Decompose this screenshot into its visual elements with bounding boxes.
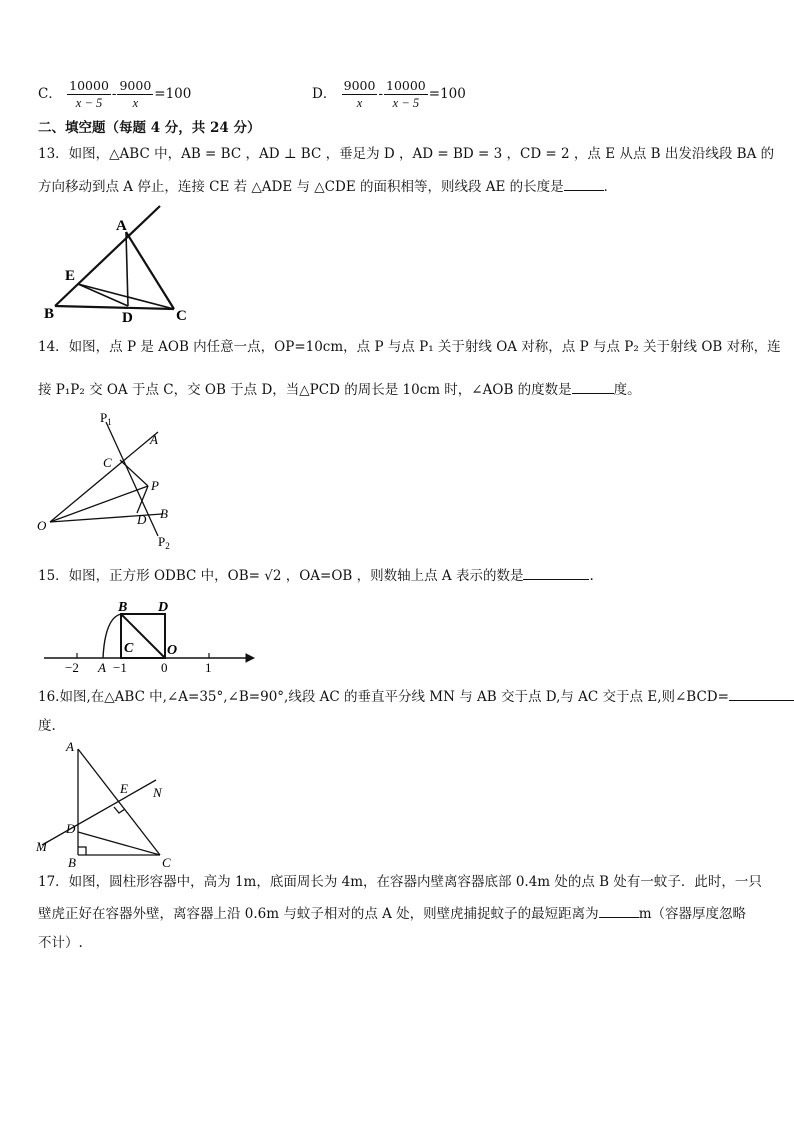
- option-d: [312, 78, 466, 111]
- option-d-f1-numerator: 9000: [343, 78, 376, 93]
- q14-label-b: B: [160, 506, 168, 521]
- option-d-f2-denominator: x − 5: [392, 96, 420, 110]
- option-c-f2-denominator: x: [132, 96, 139, 110]
- q14-line2-end: 度。: [613, 382, 641, 398]
- q13-label-d: D: [122, 310, 133, 326]
- section-title: 二、填空题（每题 4 分，共 24 分）: [38, 120, 261, 136]
- q16-line1-text: 16.如图,在△ABC 中,∠A=35°,∠B=90°,线段 AC 的垂直平分线 MN 与 AB 交于点 D,与 AC 交于点 E,则∠BCD=: [38, 689, 729, 705]
- q16-label-c: C: [162, 855, 171, 869]
- option-d-label: D．: [312, 86, 337, 102]
- q15-answer-blank[interactable]: [523, 565, 589, 580]
- q13-label-a: A: [116, 218, 127, 234]
- q15-label-d: D: [158, 600, 169, 615]
- option-c-f2-numerator: 9000: [119, 78, 152, 93]
- q13-line-ad: [126, 232, 128, 306]
- q17-answer-blank[interactable]: [599, 903, 639, 918]
- q15-line1-text: 15．如图，正方形 ODBC 中，OB= √2 ，OA=OB ，则数轴上点 A 表示的数是: [38, 568, 524, 584]
- q14-figure: [30, 408, 190, 550]
- q16-label-b: B: [68, 855, 76, 869]
- q16-line-cd: [78, 832, 160, 855]
- q16-label-n: N: [153, 785, 162, 800]
- q14-line2: [38, 379, 641, 400]
- q16-label-a: A: [66, 739, 74, 754]
- q17-line2-end: m（容器厚度忽略: [638, 906, 746, 922]
- q15-tick-label-0: 0: [161, 660, 168, 675]
- q15-label-o: O: [167, 643, 178, 658]
- q14-label-c: C: [103, 455, 112, 470]
- q17-line3: 不计）.: [38, 935, 83, 951]
- q16-label-d: D: [66, 821, 76, 836]
- option-c-rhs: =100: [154, 86, 192, 102]
- q16-label-m: M: [36, 839, 47, 854]
- option-c: [38, 78, 191, 111]
- q13-label-e: E: [65, 268, 76, 284]
- option-d-f2-numerator: 10000: [386, 78, 426, 93]
- q15-label-c: C: [124, 641, 134, 656]
- q13-label-c: C: [176, 308, 187, 324]
- option-d-rhs: =100: [428, 86, 466, 102]
- q14-label-o: O: [37, 518, 47, 533]
- option-c-label: C．: [38, 86, 62, 102]
- option-d-minus: -: [378, 86, 383, 102]
- q16-answer-blank[interactable]: [729, 686, 794, 701]
- q13-label-b: B: [44, 306, 55, 322]
- q17-line2: [38, 903, 746, 924]
- q13-line2-text: 方向移动到点 A 停止，连接 CE 若 △ADE 与 △CDE 的面积相等，则线段 AE 的长度是: [38, 179, 564, 195]
- q13-figure: [40, 200, 220, 326]
- q15-tick-label-m1: −1: [113, 660, 127, 675]
- option-d-fraction-1: [342, 78, 378, 111]
- option-c-fraction-1: [67, 78, 111, 111]
- q15-line1: [38, 565, 594, 586]
- q15-tick-label-m2: −2: [65, 660, 79, 675]
- q16-line2: 度.: [38, 718, 56, 734]
- q14-line1: 14．如图，点 P 是 AOB 内任意一点，OP=10cm，点 P 与点 P₁ 关于射线 OA 对称，点 P 与点 P₂ 关于射线 OB 对称，连: [38, 339, 781, 355]
- q14-label-p: P: [151, 478, 159, 493]
- q14-label-d: D: [137, 512, 147, 527]
- q14-label-p1: $P_1$: [100, 410, 112, 427]
- q13-line-ac: [126, 232, 174, 309]
- q16-line-mn: [42, 780, 156, 845]
- q16-figure: [34, 737, 184, 869]
- q14-label-p2: $P_2$: [158, 534, 170, 550]
- q13-line1: 13．如图，△ABC 中，AB = BC ，AD ⊥ BC ，垂足为 D ，AD = BD = 3 ，CD = 2 ，点 E 从点 B 出发沿线段 BA 的: [38, 146, 775, 162]
- q15-tick-label-1: 1: [205, 660, 212, 675]
- q13-line2: [38, 176, 617, 197]
- q14-answer-blank[interactable]: [572, 379, 614, 394]
- q14-label-a: A: [150, 432, 158, 447]
- option-c-minus: -: [111, 86, 117, 102]
- q17-line1: 17．如图，圆柱形容器中，高为 1m，底面周长为 4m，在容器内壁离容器底部 0.4m 处的点 B 处有一蚊子．此时，一只: [38, 874, 762, 890]
- q15-label-b: B: [118, 600, 128, 615]
- q16-right-angle-b: [78, 847, 86, 855]
- option-c-f1-denominator: x − 5: [75, 96, 103, 110]
- q17-line2-text: 壁虎正好在容器外壁，离容器上沿 0.6m 与蚊子相对的点 A 处，则壁虎捕捉蚊子的最短距离为: [38, 906, 599, 922]
- q15-label-a: A: [98, 660, 106, 675]
- q13-line-bc: [55, 306, 174, 309]
- q15-axis-arrow: [246, 654, 254, 662]
- q15-line1-end: .: [589, 568, 594, 584]
- q15-arc: [103, 614, 121, 658]
- q16-line1: [38, 686, 794, 707]
- option-d-f1-denominator: x: [356, 96, 363, 110]
- q15-figure: [40, 596, 260, 676]
- q14-ray-oa: [50, 432, 158, 522]
- q14-line2-text: 接 P₁P₂ 交 OA 于点 C，交 OB 于点 D，当△PCD 的周长是 10cm 时，∠AOB 的度数是: [38, 382, 572, 398]
- option-c-f1-numerator: 10000: [69, 78, 109, 93]
- q13-line2-end: ．: [603, 179, 618, 195]
- option-c-fraction-2: [117, 78, 153, 111]
- q13-answer-blank[interactable]: [564, 176, 604, 191]
- q16-side-ac: [78, 749, 160, 855]
- option-d-fraction-2: [384, 78, 428, 111]
- q16-label-e: E: [120, 781, 128, 796]
